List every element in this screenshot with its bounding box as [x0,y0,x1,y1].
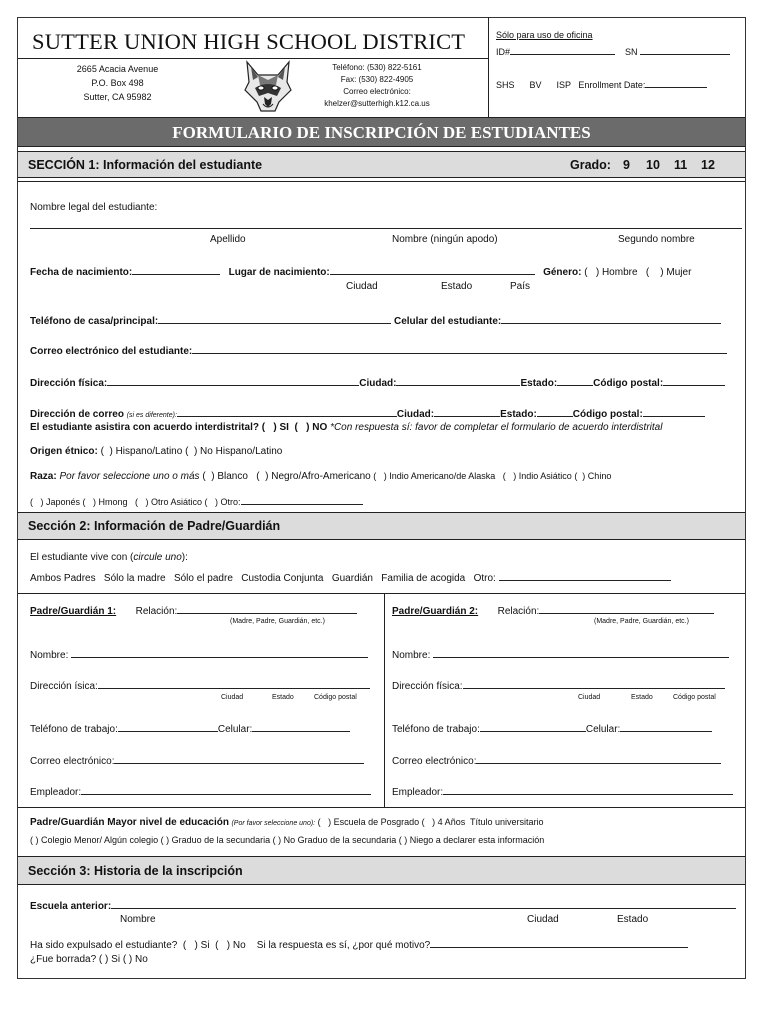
form-title-bar [18,117,745,147]
lives-with-italic: circule uno [133,552,182,563]
guardian1-address-input[interactable] [98,679,370,689]
section1-bar [18,151,745,178]
guardian2-address-label: Dirección física: [392,681,463,692]
lives-with-text: El estudiante vive con ( [30,552,134,563]
district-name: SUTTER UNION HIGH SCHOOL DISTRICT [32,29,466,54]
mail-state-label: Estado: [500,409,537,420]
guardian2-employer-row [392,785,733,798]
guardian1-address-row [30,679,370,692]
address-row [30,376,725,389]
address-line: 2665 Acacia Avenue [76,64,159,74]
guardian1-employer-label: Empleador: [30,787,82,798]
guardian1-relation-label: Relación: [135,606,178,617]
guardian2-state-caption: Estado [631,694,653,701]
birth-date-label: Fecha de nacimiento: [30,267,133,278]
contact-line: Teléfono: (530) 822-5161 [332,63,422,72]
section3-title: Sección 3: Historia de la inscripción [28,864,243,878]
education-options-2[interactable]: ( ) Colegio Menor/ Algún colegio ( ) Graduo de la secundaria ( ) No Graduo de la secundaria ( ) Niego a declarer esta información [30,835,545,845]
ethnic-options[interactable]: ( ) Hispano/Latino ( ) No Hispano/Latino [97,446,283,457]
guardian2-email-input[interactable] [476,754,721,764]
race-options-more[interactable]: ( ) Indio Americano/de Alaska ( ) Indio Asiático ( ) Chino [370,471,612,481]
section1-title: SECCIÓN 1: Información del estudiante [28,158,263,172]
guardian2-email-label: Correo electrónico: [392,756,477,767]
office-use-title: Sólo para uso de oficina [496,30,593,40]
guardian2-title: Padre/Guardián 2: [392,606,479,617]
prev-school-state-caption: Estado [617,914,649,925]
guardian2-phone-row [392,722,712,735]
guardian1-name-row [30,648,368,661]
guardian1-work-phone-input[interactable] [118,722,218,732]
contact-line: Correo electrónico: [343,87,411,96]
guardian1-email-input[interactable] [114,754,364,764]
mail-address-note: (si es diferente): [126,412,177,419]
guardian1-work-phone-label: Teléfono de trabajo: [30,724,118,735]
grade-option-10[interactable]: 10 [646,158,660,172]
cell-phone-input[interactable] [501,314,721,324]
race-options-2[interactable]: ( ) Japonés ( ) Hmong ( ) Otro Asiático ( ) Otro: [30,497,241,507]
gender-options[interactable]: ( ) Hombre ( ) Mujer [584,267,692,278]
prev-school-row [30,899,736,912]
grade-option-9[interactable]: 9 [623,158,630,172]
home-phone-input[interactable] [158,314,391,324]
guardian1-employer-input[interactable] [81,785,371,795]
race-row-2 [30,495,363,507]
address-label: Dirección física: [30,378,108,389]
first-name-caption: Nombre (ningún apodo) [392,234,498,245]
cell-phone-label: Celular del estudiante: [393,316,502,327]
mail-zip-label: Código postal: [572,409,643,420]
guardian1-state-caption: Estado [272,694,294,701]
guardian1-name-input[interactable] [71,648,368,658]
prev-school-name-caption: Nombre [120,914,156,925]
guardian1-email-label: Correo electrónico: [30,756,115,767]
middle-name-caption: Segundo nombre [618,234,695,245]
prev-school-city-caption: Ciudad [527,914,559,925]
lives-with-options-row [30,571,671,584]
guardian1-cell-input[interactable] [252,722,350,732]
section3-bar [18,856,745,885]
guardian-top-rule [18,593,745,594]
section1-rule [18,181,745,182]
zip-input[interactable] [663,376,725,386]
guardian2-relation-note: (Madre, Padre, Guardián, etc.) [594,618,689,625]
guardian1-email-row [30,754,364,767]
mail-state-input[interactable] [537,407,573,417]
mail-zip-input[interactable] [643,407,705,417]
race-other-input[interactable] [241,495,363,505]
guardian1-relation-input[interactable] [177,604,357,614]
guardian2-work-phone-label: Teléfono de trabajo: [392,724,480,735]
ethnic-row [30,446,282,457]
prev-school-input[interactable] [111,899,736,909]
mail-city-label: Ciudad: [396,409,435,420]
interdistrict-note: *Con respuesta sí: favor de completar el formulario de acuerdo interdistrital [330,422,663,433]
guardian2-name-label: Nombre: [392,650,431,661]
student-email-input[interactable] [192,344,727,354]
district-contact [322,62,432,110]
district-address [60,62,175,104]
last-name-caption: Apellido [210,234,246,245]
lives-with-label [30,552,188,563]
section2-title: Sección 2: Información de Padre/Guardián [28,519,281,533]
address-line: Sutter, CA 95982 [83,92,152,102]
birth-place-input[interactable] [330,265,535,275]
guardian1-address-label: Dirección ísica: [30,681,98,692]
mail-address-label: Dirección de correo [30,409,124,420]
guardian2-address-row [392,679,725,692]
contact-line: khelzer@sutterhigh.k12.ca.us [324,99,430,108]
interdistrict-row [30,422,662,433]
expelled-row [30,938,688,951]
state-label: Estado: [520,378,558,389]
guardian2-work-phone-input[interactable] [480,722,586,732]
guardian2-city-caption: Ciudad [578,694,601,701]
ethnic-label: Origen étnico: [30,446,98,457]
guardian2-name-row [392,648,729,661]
city-label: Ciudad: [359,378,397,389]
mail-address-row [30,407,705,420]
birth-date-input[interactable] [132,265,220,275]
guardian2-email-row [392,754,721,767]
office-options[interactable] [496,78,707,90]
office-id-field[interactable] [496,45,730,57]
guardian-bottom-rule [18,807,745,808]
expelled-reason-input[interactable] [430,938,688,948]
prev-school-label: Escuela anterior: [30,901,112,912]
form-title: FORMULARIO DE INSCRIPCIÓN DE ESTUDIANTES [172,123,591,142]
guardian1-relation-note: (Madre, Padre, Guardián, etc.) [230,618,325,625]
guardian2-relation-label: Relación: [497,606,540,617]
deleted-question[interactable]: ¿Fue borrada? ( ) Si ( ) No [30,954,148,965]
email-row [30,344,727,357]
guardian2-cell-input[interactable] [620,722,712,732]
guardian2-relation-input[interactable] [539,604,714,614]
birth-place-label: Lugar de nacimiento: [228,267,330,278]
guardian1-header [30,604,357,617]
grade-option-12[interactable]: 12 [701,158,715,172]
city-caption: Ciudad [346,281,378,292]
office-id-label: ID# [496,47,511,57]
lives-with-options[interactable]: Ambos Padres Sólo la madre Sólo el padre Custodia Conjunta Guardián Familia de acogida Otro: [30,573,496,584]
guardian1-zip-caption: Código postal [314,694,357,701]
guardian1-title: Padre/Guardián 1: [30,606,117,617]
home-phone-label: Teléfono de casa/principal: [30,316,159,327]
education-row [30,817,544,828]
guardian2-header [392,604,714,617]
mail-city-input[interactable] [434,407,500,417]
city-input[interactable] [396,376,520,386]
guardian-divider [384,593,385,807]
guardian1-city-caption: Ciudad [221,694,244,701]
race-row [30,471,611,482]
phone-row [30,314,721,327]
guardian1-phone-row [30,722,350,735]
guardian2-cell-label: Celular: [585,724,621,735]
guardian2-employer-input[interactable] [443,785,733,795]
state-input[interactable] [557,376,593,386]
education-label: Padre/Guardián Mayor nivel de educación [30,817,229,828]
lives-with-end: ): [181,552,188,563]
office-sn-label: SN [625,47,638,57]
guardian2-address-input[interactable] [463,679,725,689]
husky-logo [241,58,295,114]
state-caption: Estado [441,281,473,292]
address-input[interactable] [107,376,359,386]
country-caption: País [510,281,531,292]
race-options[interactable]: ( ) Blanco ( ) Negro/Afro-Americano [199,471,371,482]
birth-row [30,265,691,278]
guardian2-zip-caption: Código postal [673,694,716,701]
header-divider [488,17,489,117]
race-prompt: Por favor seleccione uno o más [56,471,200,482]
section2-bar [18,512,745,540]
education-options-1[interactable]: ( ) Escuela de Posgrado ( ) 4 Años Título universitario [315,817,544,827]
zip-label: Código postal: [593,378,664,389]
race-label: Raza: [30,471,57,482]
address-line: P.O. Box 498 [91,78,144,88]
grade-label: Grado: [570,158,611,172]
interdistrict-question[interactable]: El estudiante asistira con acuerdo interdistrital? ( ) SI ( ) NO [30,422,328,433]
gender-label: Género: [543,267,582,278]
grade-option-11[interactable]: 11 [674,158,688,172]
guardian1-employer-row [30,785,371,798]
student-email-label: Correo electrónico del estudiante: [30,346,193,357]
lives-with-other-input[interactable] [499,571,671,581]
guardian2-employer-label: Empleador: [392,787,444,798]
office-options-label: SHS BV ISP Enrollment Date: [496,80,646,90]
legal-name-line[interactable] [30,228,742,229]
guardian1-cell-label: Celular: [217,724,253,735]
expelled-question[interactable]: Ha sido expulsado el estudiante? ( ) Si ( ) No Si la respuesta es sí, ¿por qué motivo? [30,940,431,951]
guardian2-name-input[interactable] [433,648,729,658]
guardian1-name-label: Nombre: [30,650,69,661]
contact-line: Fax: (530) 822-4905 [340,75,414,84]
mail-address-input[interactable] [177,407,397,417]
legal-name-label: Nombre legal del estudiante: [30,202,158,213]
education-note: (Por favor seleccione uno): [231,820,316,827]
